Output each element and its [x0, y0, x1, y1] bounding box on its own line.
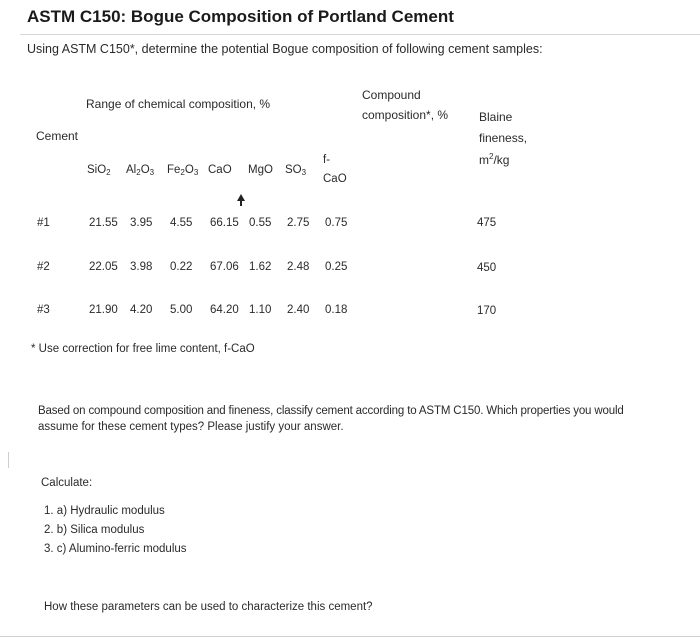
calculate-label: Calculate: — [41, 477, 93, 489]
row2-fcao: 0.25 — [325, 261, 348, 273]
row2-id: #2 — [37, 261, 50, 273]
header-sio2: SiO$_2$ — [87, 164, 111, 177]
margin-mark — [8, 452, 9, 468]
compound-header-line2: composition*, % — [362, 108, 449, 122]
row1-id: #1 — [37, 217, 50, 229]
calc-item: 2. b) Silica modulus — [44, 524, 145, 536]
row1-sio2: 21.55 — [89, 217, 118, 229]
blaine-unit: $m^2/kg$ — [479, 152, 510, 167]
row2-fe2o3: 0.22 — [170, 261, 193, 273]
row1-mgo: 0.55 — [249, 217, 272, 229]
row3-sio2: 21.90 — [89, 304, 118, 316]
row3-mgo: 1.10 — [249, 304, 272, 316]
row2-mgo: 1.62 — [249, 261, 272, 273]
cement-header: Cement — [36, 129, 79, 143]
title-divider — [20, 34, 700, 35]
row1-fe2o3: 4.55 — [170, 217, 193, 229]
row1-al2o3: 3.95 — [130, 217, 153, 229]
header-al2o3: $Al_2O_3$ — [126, 164, 155, 177]
blaine-header-line2: fineness, — [479, 131, 528, 145]
header-mgo: MgO — [248, 164, 273, 176]
row3-id: #3 — [37, 304, 50, 316]
row1-fcao: 0.75 — [325, 217, 348, 229]
row1-so3: 2.75 — [287, 217, 310, 229]
header-fcao-line2: CaO — [323, 173, 347, 185]
header-so3: $SO_3$ — [285, 164, 307, 177]
row2-sio2: 22.05 — [89, 261, 118, 273]
row1-blaine: 475 — [477, 217, 497, 229]
header-fcao-line1: f- — [323, 154, 331, 166]
row3-so3: 2.40 — [287, 304, 310, 316]
question1-line2: assume for these cement types? Please justify your answer. — [38, 421, 344, 433]
question1-line1: Based on compound composition and fineness, classify cement according to ASTM C150. Which properties you would — [38, 405, 624, 417]
calc-item: 1. a) Hydraulic modulus — [44, 505, 165, 517]
compound-header-line1: Compound — [362, 88, 421, 102]
row2-cao: 67.06 — [210, 261, 239, 273]
bottom-divider — [0, 636, 700, 637]
blaine-header-line1: Blaine — [479, 110, 513, 124]
row3-cao: 64.20 — [210, 304, 239, 316]
page-title: ASTM C150: Bogue Composition of Portland Cement — [27, 7, 454, 26]
row2-so3: 2.48 — [287, 261, 310, 273]
mouse-cursor-icon — [236, 193, 246, 207]
row3-fe2o3: 5.00 — [170, 304, 193, 316]
row1-cao: 66.15 — [210, 217, 239, 229]
header-cao: CaO — [208, 164, 232, 176]
row3-fcao: 0.18 — [325, 304, 348, 316]
intro-text: Using ASTM C150*, determine the potential Bogue composition of following cement samples: — [27, 42, 543, 56]
footnote: * Use correction for free lime content, f-CaO — [31, 343, 255, 355]
header-fe2o3: $Fe_2O_3$ — [167, 164, 199, 177]
row2-blaine: 450 — [477, 262, 497, 274]
calc-item: 3. c) Alumino-ferric modulus — [44, 543, 187, 555]
row2-al2o3: 3.98 — [130, 261, 153, 273]
row3-al2o3: 4.20 — [130, 304, 153, 316]
row3-blaine: 170 — [477, 305, 497, 317]
final-question: How these parameters can be used to characterize this cement? — [44, 601, 373, 613]
range-header: Range of chemical composition, % — [86, 97, 271, 111]
